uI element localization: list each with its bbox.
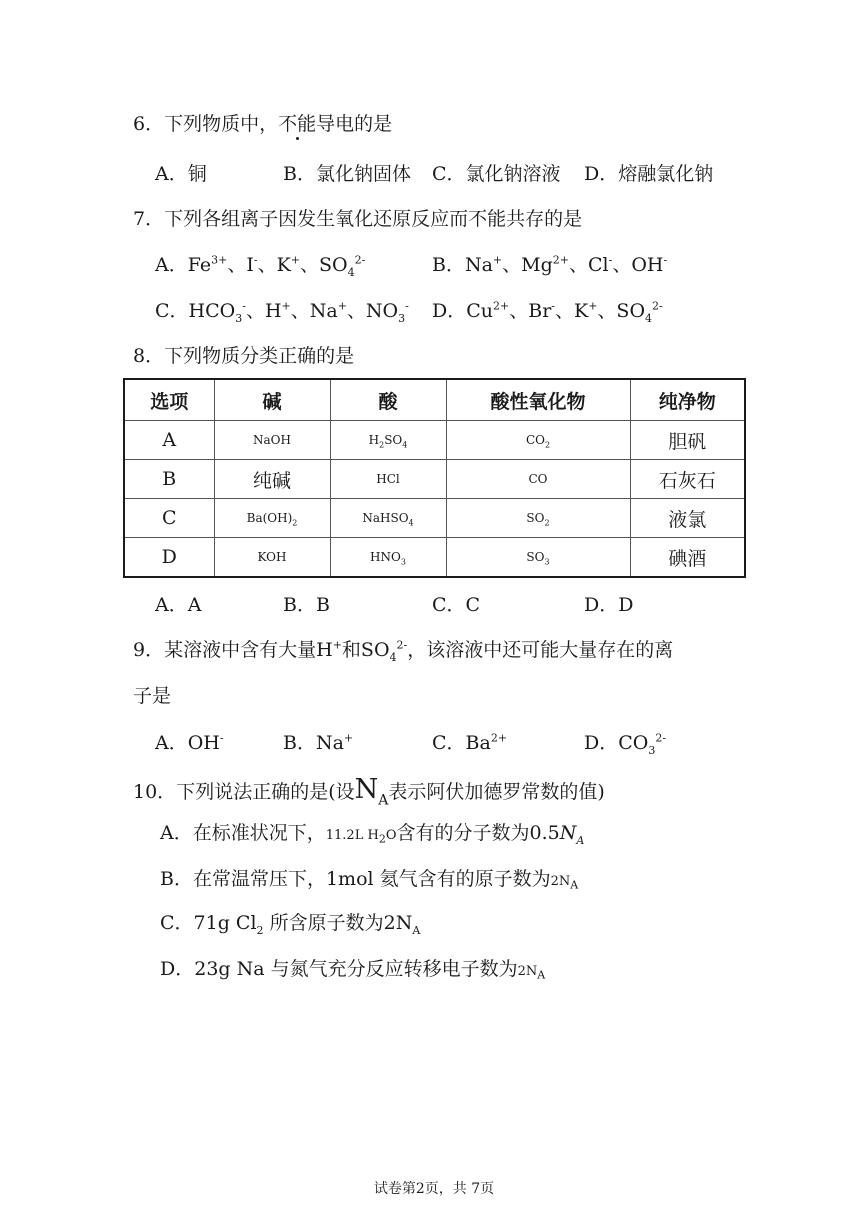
question-7-option-b: B．Na+、$Mg^{2+}$、Cl-、OH- [432, 253, 668, 276]
table-cell: 胆矾 [630, 421, 745, 460]
table-cell: NaOH [214, 421, 330, 460]
table-cell: HCl [330, 460, 446, 499]
question-10-stem: 10．下列说法正确的是(设$N_A$表示阿伏加德罗常数的值) [133, 774, 605, 809]
question-9-stem-continued: 子是 [133, 685, 172, 707]
question-8-option-c: C．C [432, 594, 481, 616]
question-9-stem: 9．某溶液中含有大量H+和$SO_4^{2-}$，该溶液中还可能大量存在的离 [133, 638, 674, 664]
table-row [124, 538, 745, 578]
table-cell: CO [446, 460, 630, 499]
table-row [124, 421, 745, 460]
table-cell: 石灰石 [630, 460, 745, 499]
question-6-option-b: B．氯化钠固体 [283, 163, 411, 185]
question-number: 6． [133, 113, 165, 135]
table-cell: 碘酒 [630, 538, 745, 578]
table-header-row [124, 379, 745, 421]
question-9-option-a: A．OH- [155, 731, 224, 754]
question-7-option-a: A．$Fe^{3+}$、I-、K+、$SO_4^{2-}$ [155, 253, 366, 279]
table-cell: D [124, 538, 214, 578]
question-10-option-a: A．在标准状况下，11.2L $H_2O$含有的分子数为$0.5N_A$ [160, 822, 585, 847]
classification-table [123, 378, 746, 578]
question-8-option-a: A．A [155, 594, 202, 616]
table-cell: $CO_2$ [446, 421, 630, 460]
question-8-stem: 8．下列物质分类正确的是 [133, 345, 355, 367]
emphasis-text: 不能 [278, 113, 317, 135]
question-9-option-c: C．$Ba^{2+}$ [432, 731, 508, 754]
question-10-option-d: D．23g Na 与氮气充分反应转移电子数为$2N_A$ [160, 958, 546, 982]
table-cell: $SO_3$ [446, 538, 630, 578]
question-10-option-b: B．在常温常压下，1mol 氦气含有的原子数为$2N_A$ [160, 868, 579, 892]
table-cell: 液氯 [630, 499, 745, 538]
question-7-option-c: C．$HCO_3^-$、H+、Na+、$NO_3^-$ [155, 299, 409, 325]
question-10-option-c: C．71g $Cl_2$ 所含原子数为$2N_A$ [160, 912, 421, 937]
table-cell: $HNO_3$ [330, 538, 446, 578]
table-cell: B [124, 460, 214, 499]
question-6-stem: 6．下列物质中，不能导电的是 [133, 113, 393, 135]
table-row [124, 499, 745, 538]
question-6-option-c: C．氯化钠溶液 [432, 163, 561, 185]
question-6-option-d: D．熔融氯化钠 [584, 163, 714, 185]
table-cell: C [124, 499, 214, 538]
question-9-option-b: B．Na+ [283, 731, 354, 754]
table-header-cell: 酸 [330, 379, 446, 421]
table-cell: $SO_2$ [446, 499, 630, 538]
table-header-cell: 碱 [214, 379, 330, 421]
table-cell: $H_2SO_4$ [330, 421, 446, 460]
question-8-option-d: D．D [584, 594, 634, 616]
table-header-cell: 选项 [124, 379, 214, 421]
question-7-stem: 7．下列各组离子因发生氧化还原反应而不能共存的是 [133, 208, 583, 230]
page-footer: 试卷第2页，共 7页 [373, 1181, 495, 1197]
table-cell: 纯碱 [214, 460, 330, 499]
table-row [124, 460, 745, 499]
table-header-cell: 酸性氧化物 [446, 379, 630, 421]
table-cell: A [124, 421, 214, 460]
table-cell: KOH [214, 538, 330, 578]
table-cell: NaHSO$_4$ [330, 499, 446, 538]
question-8-option-b: B．B [283, 594, 330, 616]
avogadro-symbol: $N_A$ [354, 774, 389, 809]
question-7-option-d: D．$Cu^{2+}$、Br-、K+、$SO_4^{2-}$ [432, 299, 663, 325]
table-cell: $Ba(OH)_2$ [214, 499, 330, 538]
question-6-option-a: A．铜 [155, 163, 207, 185]
table-header-cell: 纯净物 [630, 379, 745, 421]
question-9-option-d: D．$CO_3^{2-}$ [584, 731, 667, 757]
